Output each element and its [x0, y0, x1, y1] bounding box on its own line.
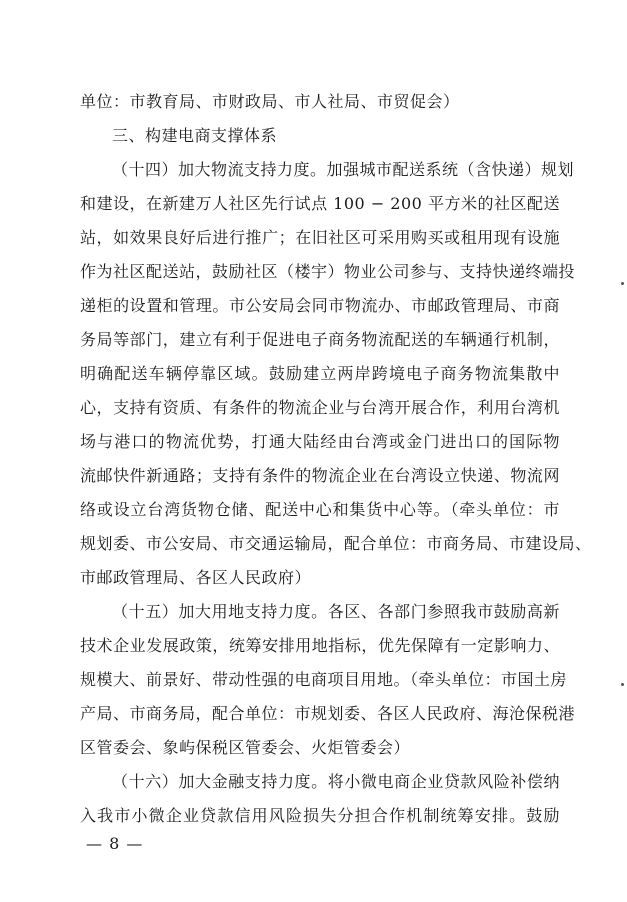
- section-heading: 三、构建电商支撑体系: [112, 126, 278, 145]
- text-line: 络或设立台湾货物仓储、配送中心和集货中心等。（牵头单位：市: [80, 500, 560, 519]
- text-line: 产局、市商务局，配合单位：市规划委、各区人民政府、海沧保税港: [80, 704, 576, 723]
- text-line: 市邮政管理局、各区人民政府）: [80, 568, 312, 587]
- text-line: 技术企业发展政策，统筹安排用地指标，优先保障有一定影响力、: [80, 636, 560, 655]
- text-line: 和建设，在新建万人社区先行试点 100 − 200 平方米的社区配送: [80, 194, 560, 213]
- text-line: （十五）加大用地支持力度。各区、各部门参照我市鼓励高新: [112, 602, 560, 621]
- scan-mark: [621, 683, 624, 686]
- text-line: 明确配送车辆停靠区域。鼓励建立两岸跨境电子商务物流集散中: [80, 364, 560, 383]
- text-line: 单位：市教育局、市财政局、市人社局、市贸促会）: [80, 92, 460, 111]
- text-line: 站，如效果良好后进行推广；在旧社区可采用购买或租用现有设施: [80, 228, 560, 247]
- text-line: 区管委会、象屿保税区管委会、火炬管委会）: [80, 738, 411, 757]
- text-line: 作为社区配送站，鼓励社区（楼宇）物业公司参与、支持快递终端投: [80, 262, 576, 281]
- text-line: 规模大、前景好、带动性强的电商项目用地。（牵头单位：市国土房: [80, 670, 568, 689]
- text-line: 场与港口的物流优势，打通大陆经由台湾或金门进出口的国际物: [80, 432, 560, 451]
- text-line: 规划委、市公安局、市交通运输局，配合单位：市商务局、市建设局、: [80, 534, 592, 553]
- text-line: 务局等部门，建立有利于促进电子商务物流配送的车辆通行机制，: [80, 330, 560, 349]
- page-number: — 8 —: [86, 834, 144, 853]
- text-line: （十四）加大物流支持力度。加强城市配送系统（含快递）规划: [112, 160, 575, 179]
- text-line: 递柜的设置和管理。市公安局会同市物流办、市邮政管理局、市商: [80, 296, 560, 315]
- text-line: 入我市小微企业贷款信用风险损失分担合作机制统筹安排。鼓励: [80, 806, 560, 825]
- text-line: （十六）加大金融支持力度。将小微电商企业贷款风险补偿纳: [112, 772, 560, 791]
- scan-mark: [621, 282, 624, 285]
- text-line: 心，支持有资质、有条件的物流企业与台湾开展合作，利用台湾机: [80, 398, 560, 417]
- text-line: 流邮快件新通路；支持有条件的物流企业在台湾设立快递、物流网: [80, 466, 560, 485]
